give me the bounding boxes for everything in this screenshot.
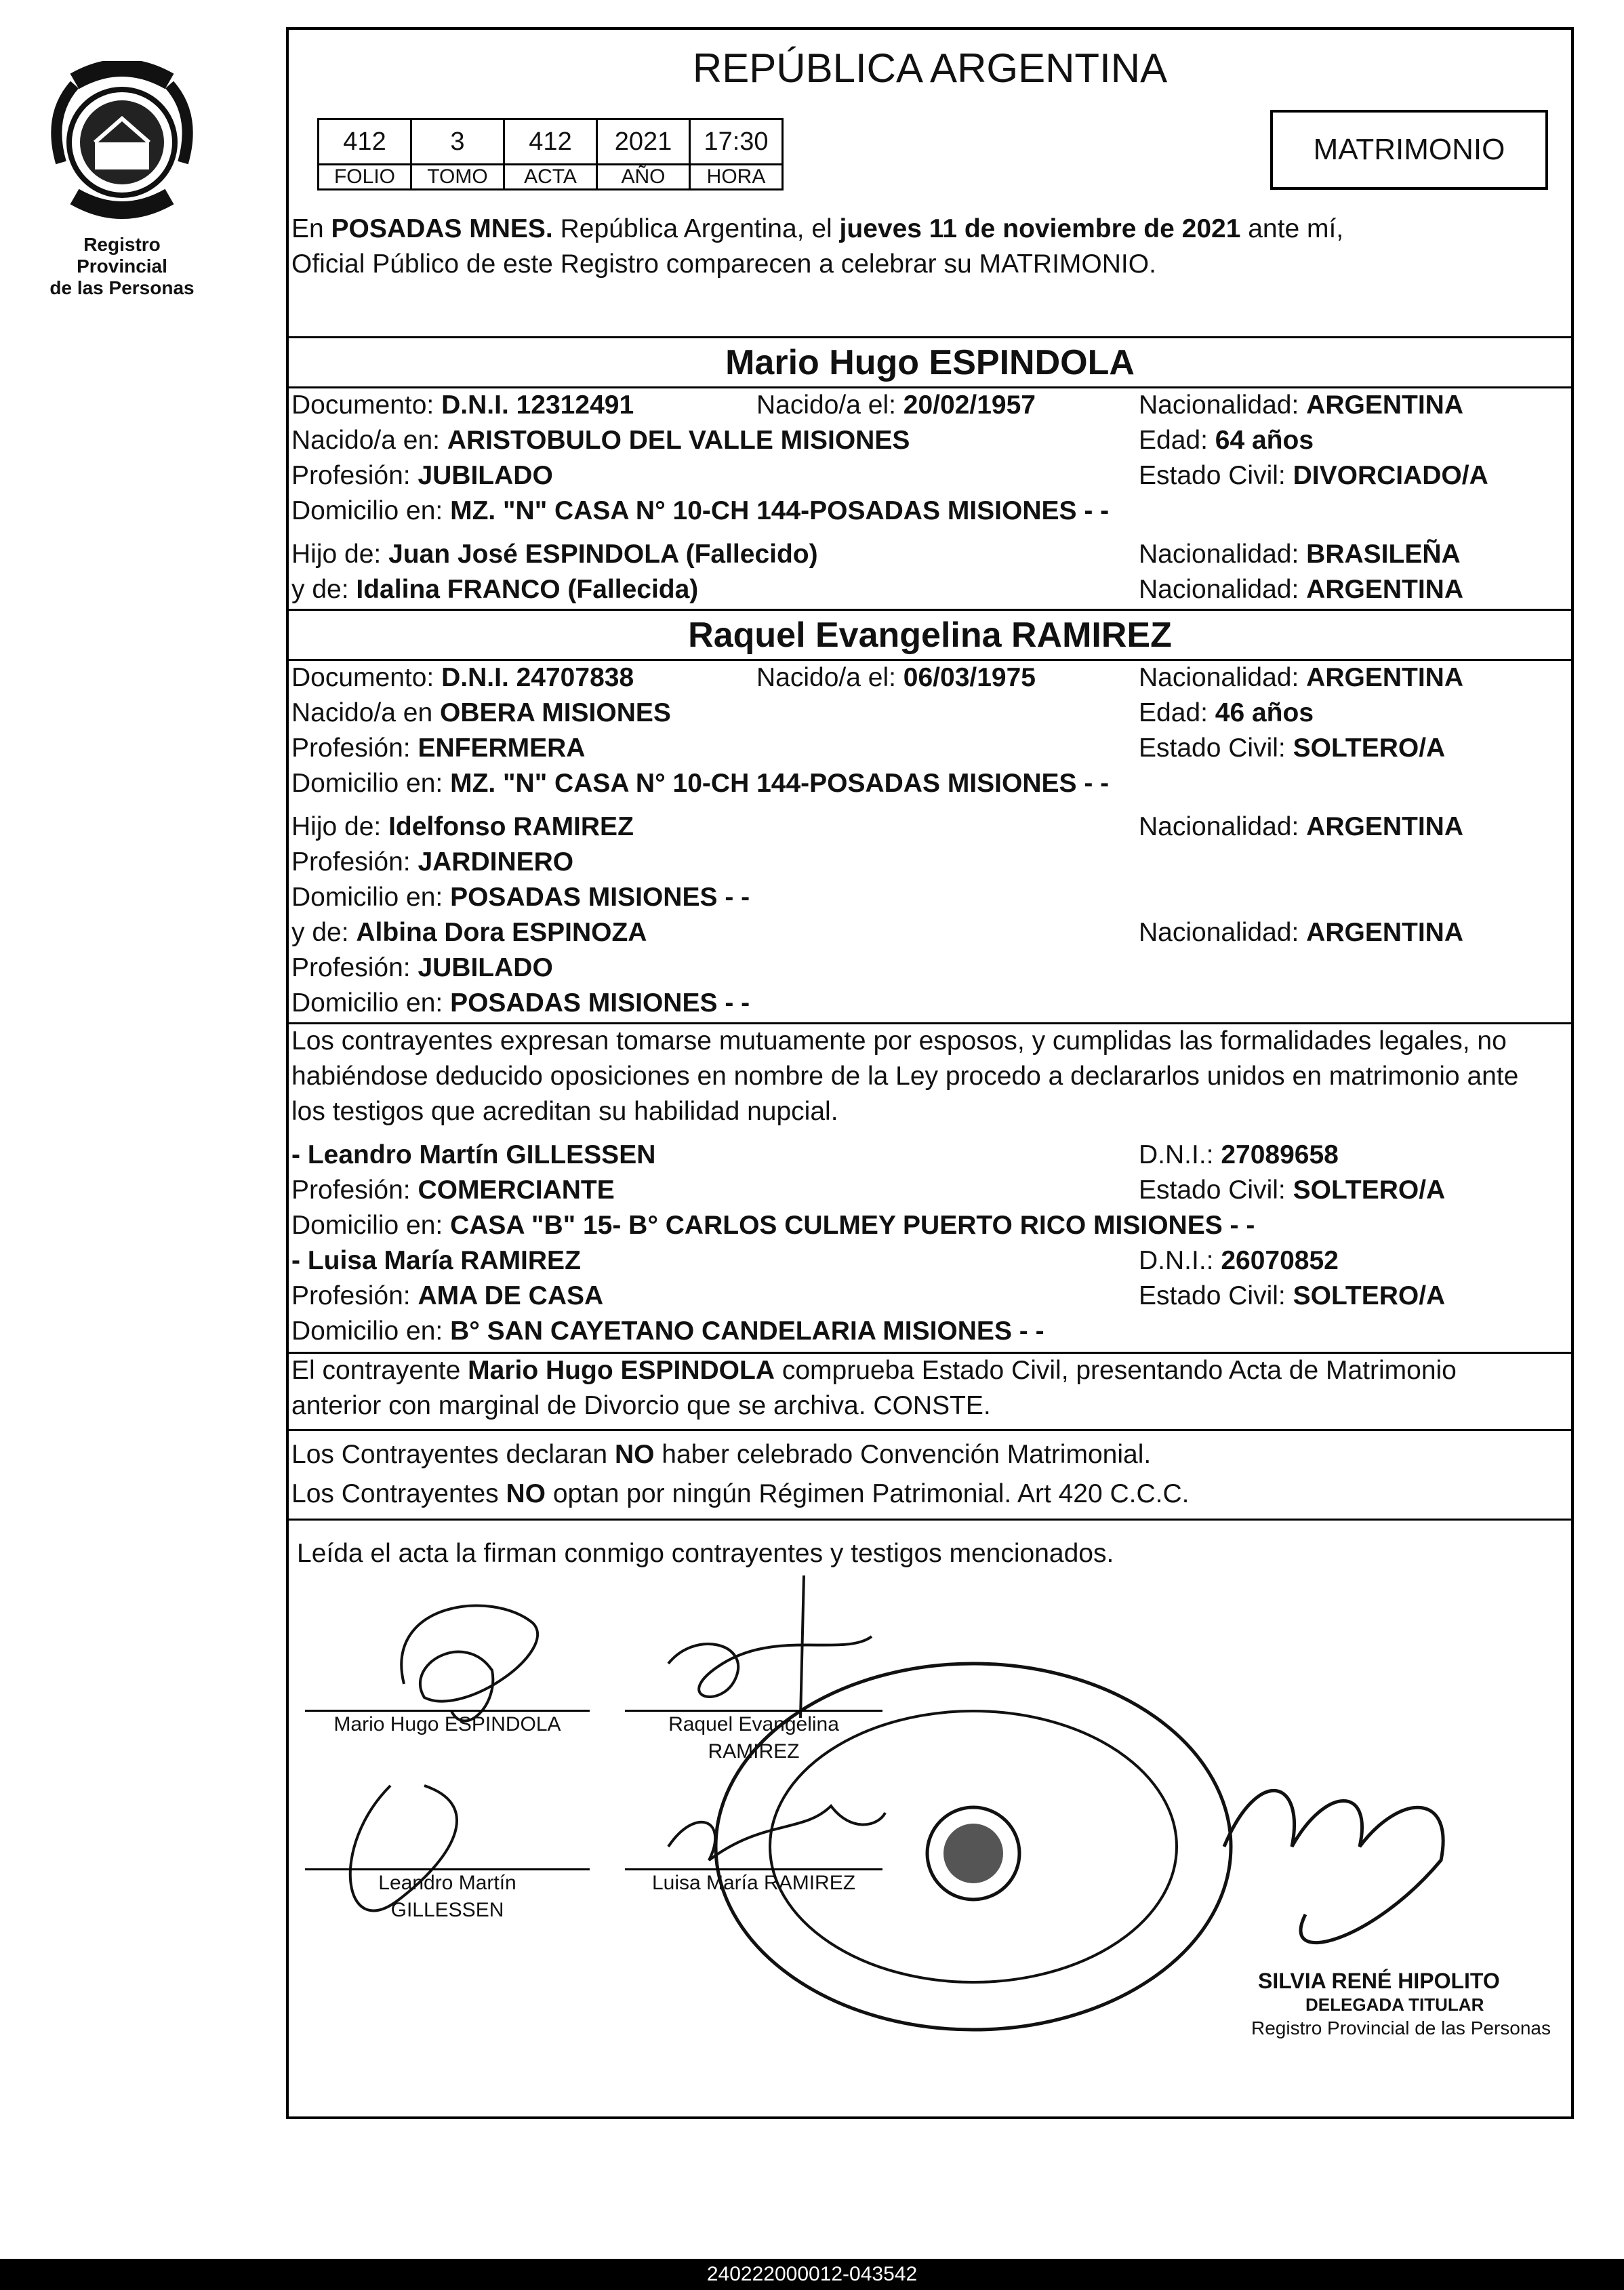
acta-value: 412	[504, 119, 597, 165]
signatures-intro: Leída el acta la firman conmigo contrayentes y testigos mencionados.	[297, 1539, 1114, 1568]
spouse2-birthdate: Nacido/a el: 06/03/1975	[756, 663, 1036, 692]
certificate-frame	[286, 27, 1574, 2119]
folio-value: 412	[319, 119, 411, 165]
registry-caption-line1: Registro Provincial	[77, 234, 167, 277]
spouse2-father: Hijo de: Idelfonso RAMIREZ	[291, 812, 634, 841]
spouse2-mother-address: Domicilio en: POSADAS MISIONES - -	[291, 988, 750, 1018]
registry-logo	[37, 61, 207, 299]
spouse2-mother-profession: Profesión: JUBILADO	[291, 953, 553, 982]
declaration-line2: habiéndose deducido oposiciones en nombre de la Ley procedo a declararlos unidos en matrimonio ante	[291, 1062, 1519, 1091]
signature-caption-spouse2-line1: Raquel Evangelina	[668, 1713, 839, 1735]
spouse1-mother: y de: Idalina FRANCO (Fallecida)	[291, 575, 699, 604]
witness1-dni: D.N.I.: 27089658	[1139, 1140, 1339, 1169]
spouse1-birthplace: Nacido/a en: ARISTOBULO DEL VALLE MISIONES	[291, 426, 910, 455]
spouse1-mother-nationality: Nacionalidad: ARGENTINA	[1139, 575, 1464, 604]
witness2-profession: Profesión: AMA DE CASA	[291, 1281, 604, 1310]
declaration-line1: Los contrayentes expresan tomarse mutuamente por esposos, y cumplidas las formalidades legales, no	[291, 1026, 1507, 1056]
spouse1-birthdate: Nacido/a el: 20/02/1957	[756, 390, 1036, 420]
signature-spouse1	[401, 1605, 537, 1721]
spouse1-profession: Profesión: JUBILADO	[291, 461, 553, 490]
spouse2-civil-status: Estado Civil: SOLTERO/A	[1139, 734, 1446, 763]
spouse2-father-address: Domicilio en: POSADAS MISIONES - -	[291, 883, 750, 912]
hour-label: HORA	[690, 165, 783, 190]
intro-line1: En POSADAS MNES. República Argentina, el jueves 11 de noviembre de 2021 ante mí,	[291, 214, 1344, 243]
signature-caption-spouse2-line2: RAMIREZ	[708, 1740, 800, 1763]
spouse1-nationality: Nacionalidad: ARGENTINA	[1139, 390, 1464, 420]
signature-caption-spouse1: Mario Hugo ESPINDOLA	[333, 1713, 561, 1735]
registry-table	[317, 118, 784, 190]
signature-official	[1224, 1790, 1443, 1942]
hour-value: 17:30	[690, 119, 783, 165]
signature-caption-witness1-line2: GILLESSEN	[390, 1899, 504, 1921]
witness2-name: - Luisa María RAMIREZ	[291, 1246, 581, 1275]
official-role: DELEGADA TITULAR	[1305, 1994, 1484, 2015]
year-label: AÑO	[597, 165, 690, 190]
official-office: Registro Provincial de las Personas	[1251, 2017, 1551, 2038]
signature-caption-witness2: Luisa María RAMIREZ	[651, 1872, 856, 1894]
acta-label: ACTA	[504, 165, 597, 190]
spouse1-father: Hijo de: Juan José ESPINDOLA (Fallecido)	[291, 540, 818, 569]
spouse2-document: Documento: D.N.I. 24707838	[291, 663, 634, 692]
spouse2-name: Raquel Evangelina RAMIREZ	[688, 616, 1172, 655]
convention-line2: Los Contrayentes NO optan por ningún Régimen Patrimonial. Art 420 C.C.C.	[291, 1479, 1190, 1508]
tomo-label: TOMO	[411, 165, 504, 190]
spouse1-address: Domicilio en: MZ. "N" CASA N° 10-CH 144-POSADAS MISIONES - -	[291, 496, 1110, 525]
page-title: REPÚBLICA ARGENTINA	[692, 45, 1168, 91]
spouse2-nationality: Nacionalidad: ARGENTINA	[1139, 663, 1464, 692]
spouse2-profession: Profesión: ENFERMERA	[291, 734, 586, 763]
official-name: SILVIA RENÉ HIPOLITO	[1258, 1969, 1500, 1993]
spouse1-document: Documento: D.N.I. 12312491	[291, 390, 634, 420]
spouse2-mother: y de: Albina Dora ESPINOZA	[291, 918, 647, 947]
document-type-box: MATRIMONIO	[1270, 110, 1548, 190]
note-line1: El contrayente Mario Hugo ESPINDOLA comprueba Estado Civil, presentando Acta de Matrimonio	[291, 1356, 1457, 1385]
spouse1-civil-status: Estado Civil: DIVORCIADO/A	[1139, 461, 1488, 490]
year-value: 2021	[597, 119, 690, 165]
spouse2-father-nationality: Nacionalidad: ARGENTINA	[1139, 812, 1464, 841]
witness1-address: Domicilio en: CASA "B" 15- B° CARLOS CULMEY PUERTO RICO MISIONES - -	[291, 1211, 1255, 1240]
registry-caption-line2: de las Personas	[49, 277, 195, 298]
witness1-profession: Profesión: COMERCIANTE	[291, 1176, 615, 1205]
spouse2-birthplace: Nacido/a en OBERA MISIONES	[291, 698, 671, 727]
witness1-civil-status: Estado Civil: SOLTERO/A	[1139, 1176, 1446, 1205]
convention-line1: Los Contrayentes declaran NO haber celebrado Convención Matrimonial.	[291, 1440, 1152, 1469]
footer-code: 240222000012-043542	[0, 2259, 1624, 2290]
intro-line2: Oficial Público de este Registro comparecen a celebrar su MATRIMONIO.	[291, 249, 1156, 279]
spouse1-father-nationality: Nacionalidad: BRASILEÑA	[1139, 540, 1461, 569]
witness2-dni: D.N.I.: 26070852	[1139, 1246, 1339, 1275]
spouse1-name: Mario Hugo ESPINDOLA	[725, 343, 1135, 382]
spouse2-address: Domicilio en: MZ. "N" CASA N° 10-CH 144-POSADAS MISIONES - -	[291, 769, 1110, 798]
signature-caption-witness1-line1: Leandro Martín	[378, 1872, 516, 1894]
misiones-coat-of-arms	[47, 61, 197, 230]
folio-label: FOLIO	[319, 165, 411, 190]
spouse1-age: Edad: 64 años	[1139, 426, 1314, 455]
spouse2-father-profession: Profesión: JARDINERO	[291, 847, 574, 877]
witness2-address: Domicilio en: B° SAN CAYETANO CANDELARIA MISIONES - -	[291, 1317, 1044, 1346]
declaration-line3: los testigos que acreditan su habilidad nupcial.	[291, 1097, 838, 1126]
spouse2-age: Edad: 46 años	[1139, 698, 1314, 727]
tomo-value: 3	[411, 119, 504, 165]
note-line2: anterior con marginal de Divorcio que se archiva. CONSTE.	[291, 1391, 991, 1420]
spouse2-mother-nationality: Nacionalidad: ARGENTINA	[1139, 918, 1464, 947]
witness2-civil-status: Estado Civil: SOLTERO/A	[1139, 1281, 1446, 1310]
witness1-name: - Leandro Martín GILLESSEN	[291, 1140, 656, 1169]
